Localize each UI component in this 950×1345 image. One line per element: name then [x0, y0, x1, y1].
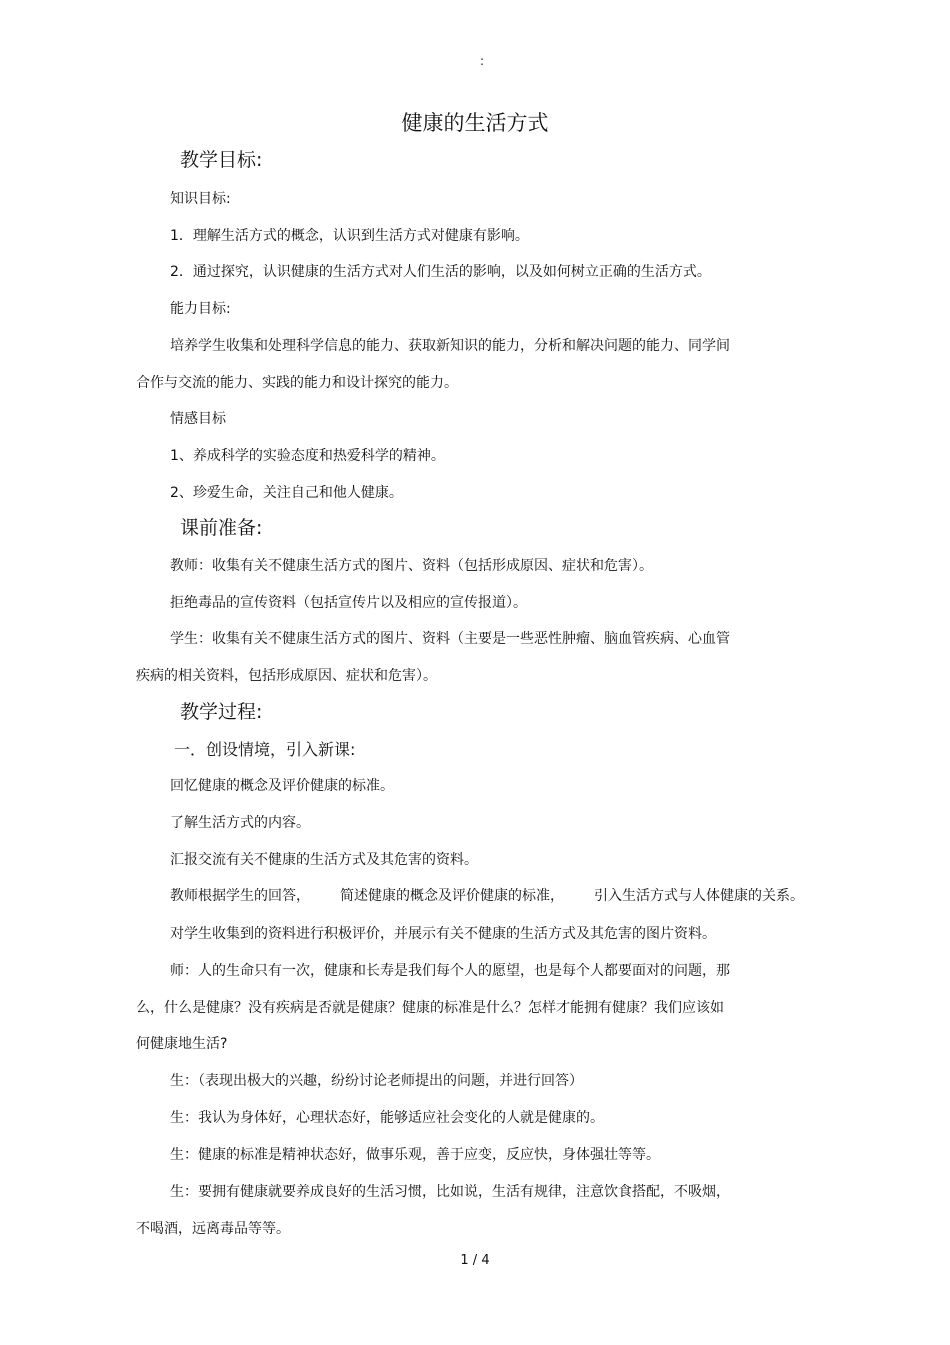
teacher-question-line-2: 么，什么是健康？没有疾病是否就是健康？健康的标准是什么？怎样才能拥有健康？我们应该如	[136, 1000, 724, 1016]
emotion-goal-label: 情感目标	[170, 411, 226, 427]
process-step-1-heading: 一．创设情境，引入新课:	[174, 740, 356, 759]
student-response: 生：（表现出极大的兴趣，纷纷讨论老师提出的问题，并进行回答）	[170, 1073, 583, 1089]
goals-heading: 教学目标:	[180, 149, 263, 171]
header-mark: :	[480, 54, 485, 68]
process-paragraph: 回忆健康的概念及评价健康的标准。	[170, 778, 394, 794]
process-paragraph: 了解生活方式的内容。	[170, 815, 310, 831]
prep-heading: 课前准备:	[180, 517, 263, 539]
process-heading: 教学过程:	[180, 701, 263, 723]
ability-goal-label: 能力目标:	[170, 301, 231, 317]
ability-goal-line-1: 培养学生收集和处理科学信息的能力、获取新知识的能力，分析和解决问题的能力、同学间	[170, 338, 730, 354]
prep-drug-materials: 拒绝毒品的宣传资料（包括宣传片以及相应的宣传报道）。	[170, 595, 527, 611]
student-response: 生：健康的标准是精神状态好，做事乐观，善于应变，反应快，身体强壮等等。	[170, 1147, 660, 1163]
document-title: 健康的生活方式	[401, 111, 549, 135]
page-number: 1 / 4	[460, 1253, 490, 1268]
teacher-question-line-3: 何健康地生活?	[136, 1036, 228, 1052]
ability-goal-line-2: 合作与交流的能力、实践的能力和设计探究的能力。	[136, 375, 458, 391]
emotion-goal-2: 2、珍爱生命，关注自己和他人健康。	[170, 485, 403, 501]
student-response: 生：要拥有健康就要养成良好的生活习惯，比如说，生活有规律，注意饮食搭配，不吸烟，	[170, 1184, 730, 1200]
process-text-part: 简述健康的概念及评价健康的标准，	[340, 888, 564, 904]
process-paragraph	[170, 887, 804, 905]
knowledge-goal-label: 知识目标:	[170, 191, 231, 207]
process-paragraph: 对学生收集到的资料进行积极评价，并展示有关不健康的生活方式及其危害的图片资料。	[170, 926, 716, 942]
prep-student-line-2: 疾病的相关资料，包括形成原因、症状和危害）。	[136, 668, 437, 684]
prep-teacher: 教师：收集有关不健康生活方式的图片、资料（包括形成原因、症状和危害）。	[170, 558, 653, 574]
prep-student-line-1: 学生：收集有关不健康生活方式的图片、资料（主要是一些恶性肿瘤、脑血管疾病、心血管	[170, 631, 730, 647]
process-text-part: 引入生活方式与人体健康的关系。	[594, 888, 804, 904]
knowledge-goal-2: 2．通过探究，认识健康的生活方式对人们生活的影响，以及如何树立正确的生活方式。	[170, 264, 711, 280]
emotion-goal-1: 1、养成科学的实验态度和热爱科学的精神。	[170, 448, 445, 464]
teacher-question-line-1: 师：人的生命只有一次，健康和长寿是我们每个人的愿望，也是每个人都要面对的问题，那	[170, 963, 730, 979]
knowledge-goal-1: 1．理解生活方式的概念，认识到生活方式对健康有影响。	[170, 228, 529, 244]
student-response-continued: 不喝酒，远离毒品等等。	[136, 1221, 290, 1237]
process-paragraph: 汇报交流有关不健康的生活方式及其危害的资料。	[170, 852, 478, 868]
process-text-part: 教师根据学生的回答，	[170, 888, 310, 904]
student-response: 生：我认为身体好，心理状态好，能够适应社会变化的人就是健康的。	[170, 1110, 604, 1126]
